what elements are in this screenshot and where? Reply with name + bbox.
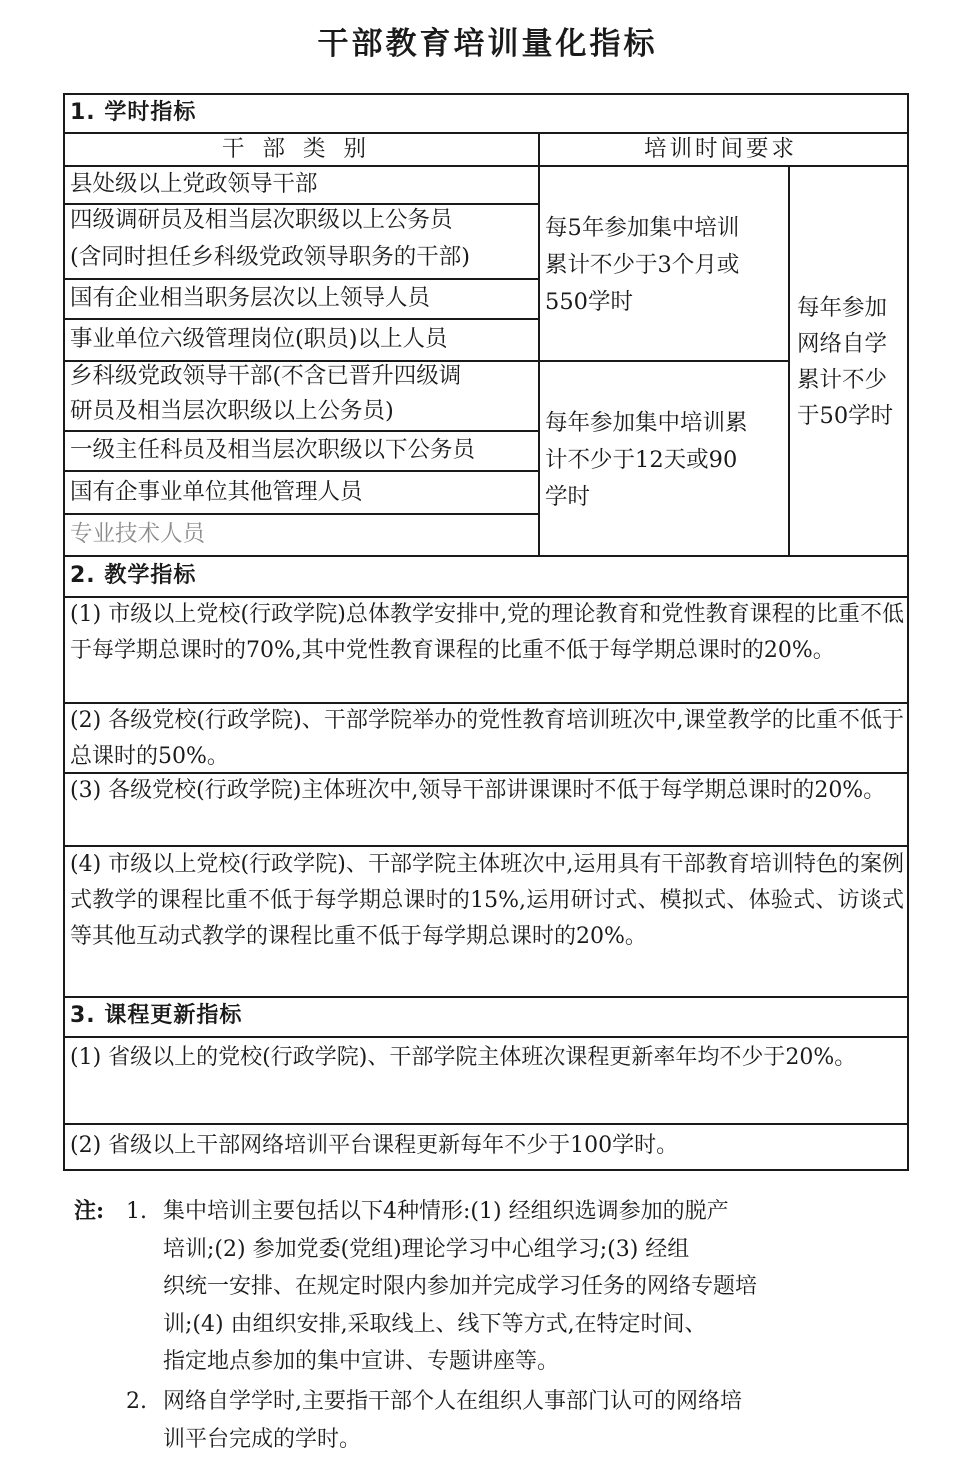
teaching-indicator: (1) 市级以上党校(行政学院)总体教学安排中,党的理论教育和党性教育课程的比重不低于每学期总课时的70%,其中党性教育课程的比重不低于每学期总课时的20%。 — [70, 602, 904, 663]
cadre-category: 研员及相当层次职级以上公务员) — [70, 398, 394, 424]
cadre-category: 国有企事业单位其他管理人员 — [70, 479, 363, 505]
teaching-indicator: (4) 市级以上党校(行政学院)、干部学院主体班次中,运用具有干部教育培训特色的案例式教学的课程比重不低于每学期总课时的15%,运用研讨式、模拟式、体验式、访谈式等其他互动式教学的课程比重不低于每学期总课时的20%。 — [70, 852, 904, 949]
teaching-indicator: (3) 各级党校(行政学院)主体班次中,领导干部讲课课时不低于每学期总课时的20%。 — [70, 778, 886, 803]
requirement-senior: 每5年参加集中培训 累计不少于3个月或 550学时 — [545, 215, 740, 315]
note-number: 2. — [126, 1389, 147, 1414]
section-heading: 1. 学时指标 — [70, 100, 197, 125]
note-item: 集中培训主要包括以下4种情形:(1) 经组织选调参加的脱产 培训;(2) 参加党委(党组)理论学习中心组学习;(3) 经组 织统一安排、在规定时限内参加并完成学习任务的网络专题培 训;(4) 由组织安排,采取线上、线下等方式,在特定时间、 指定地点参加的集中宣讲、专题讲座等。 — [163, 1199, 758, 1374]
table-rule — [788, 165, 790, 555]
column-header-requirement: 培训时间要求 — [644, 136, 798, 162]
page-title: 干部教育培训量化指标 — [317, 26, 658, 62]
requirement-online-study: 每年参加 网络自学 累计不少 于50学时 — [797, 295, 894, 429]
course-update-indicator: (2) 省级以上干部网络培训平台课程更新每年不少于100学时。 — [70, 1133, 679, 1158]
cadre-category: 四级调研员及相当层次职级以上公务员 — [70, 207, 453, 233]
note-number: 1. — [126, 1199, 147, 1224]
teaching-indicator: (2) 各级党校(行政学院)、干部学院举办的党性教育培训班次中,课堂教学的比重不低于总课时的50%。 — [70, 708, 904, 769]
course-update-indicator: (1) 省级以上的党校(行政学院)、干部学院主体班次课程更新率年均不少于20%。 — [70, 1045, 857, 1070]
cadre-category: 专业技术人员 — [70, 521, 206, 547]
table-rule — [538, 132, 540, 555]
section-heading: 2. 教学指标 — [70, 563, 197, 588]
note-item: 网络自学学时,主要指干部个人在组织人事部门认可的网络培 训平台完成的学时。 — [163, 1389, 742, 1452]
requirement-junior: 每年参加集中培训累 计不少于12天或90 学时 — [545, 410, 748, 510]
table-rule — [63, 1123, 909, 1125]
section-heading: 3. 课程更新指标 — [70, 1003, 243, 1028]
table-rule — [63, 1036, 909, 1038]
cadre-category: 事业单位六级管理岗位(职员)以上人员 — [70, 326, 448, 352]
cadre-category: 国有企业相当职务层次以上领导人员 — [70, 285, 431, 311]
cadre-category: (含同时担任乡科级党政领导职务的干部) — [70, 244, 471, 270]
cadre-category: 县处级以上党政领导干部 — [70, 171, 318, 197]
cadre-category: 一级主任科员及相当层次职级以下公务员 — [70, 437, 476, 463]
notes-label: 注: — [74, 1198, 105, 1224]
cadre-category: 乡科级党政领导干部(不含已晋升四级调 — [70, 363, 462, 389]
column-header-category: 干部类别 — [222, 136, 385, 162]
